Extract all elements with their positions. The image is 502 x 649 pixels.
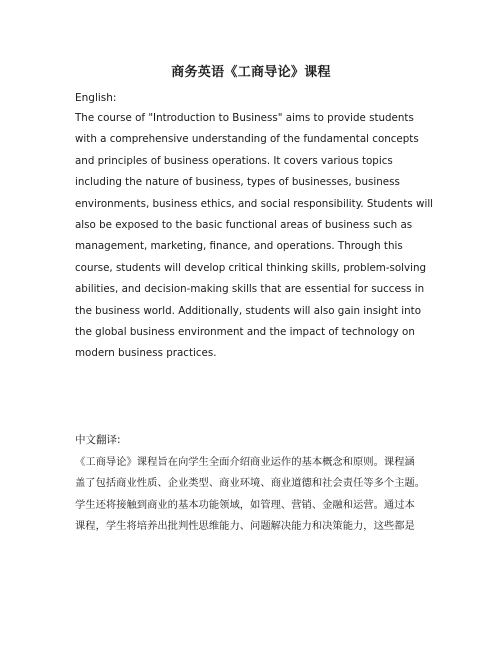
document-title: 商务英语《工商导论》课程 xyxy=(171,65,331,80)
chinese-label: 中文翻译: xyxy=(75,434,121,446)
chinese-line: 《工商导论》课程旨在向学生全面介绍商业运作的基本概念和原则。课程涵 xyxy=(75,456,415,468)
english-line: environments, business ethics, and social responsibility. Students will xyxy=(75,197,434,210)
english-line: the global business environment and the impact of technology on xyxy=(75,326,415,339)
english-line: The course of "Introduction to Business" aims to provide students xyxy=(75,112,414,124)
english-line: and principles of business operations. It covers various topics xyxy=(75,154,393,167)
english-line: management, marketing, finance, and operations. Through this xyxy=(75,240,403,253)
chinese-paragraph xyxy=(75,452,430,538)
english-line: course, students will develop critical thinking skills, problem-solving xyxy=(75,261,427,274)
chinese-line: 盖了包括商业性质、企业类型、商业环境、商业道德和社会责任等多个主题。 xyxy=(75,477,426,490)
english-line: modern business practices. xyxy=(75,347,217,360)
english-label: English: xyxy=(75,92,117,104)
english-line: with a comprehensive understanding of the fundamental concepts xyxy=(75,133,419,146)
chinese-line: 课程，学生将培养出批判性思维能力、问题解决能力和决策能力，这些都是 xyxy=(75,520,415,533)
english-line: including the nature of business, types of businesses, business xyxy=(75,176,400,189)
english-paragraph xyxy=(75,108,434,365)
english-line: abilities, and decision-making skills that are essential for success in xyxy=(75,283,425,296)
chinese-line: 学生还将接触到商业的基本功能领域，如管理、营销、金融和运营。通过本 xyxy=(75,498,415,511)
english-line: the business world. Additionally, students will also gain insight into xyxy=(75,304,422,317)
english-line: also be exposed to the basic functional areas of business such as xyxy=(75,219,413,232)
